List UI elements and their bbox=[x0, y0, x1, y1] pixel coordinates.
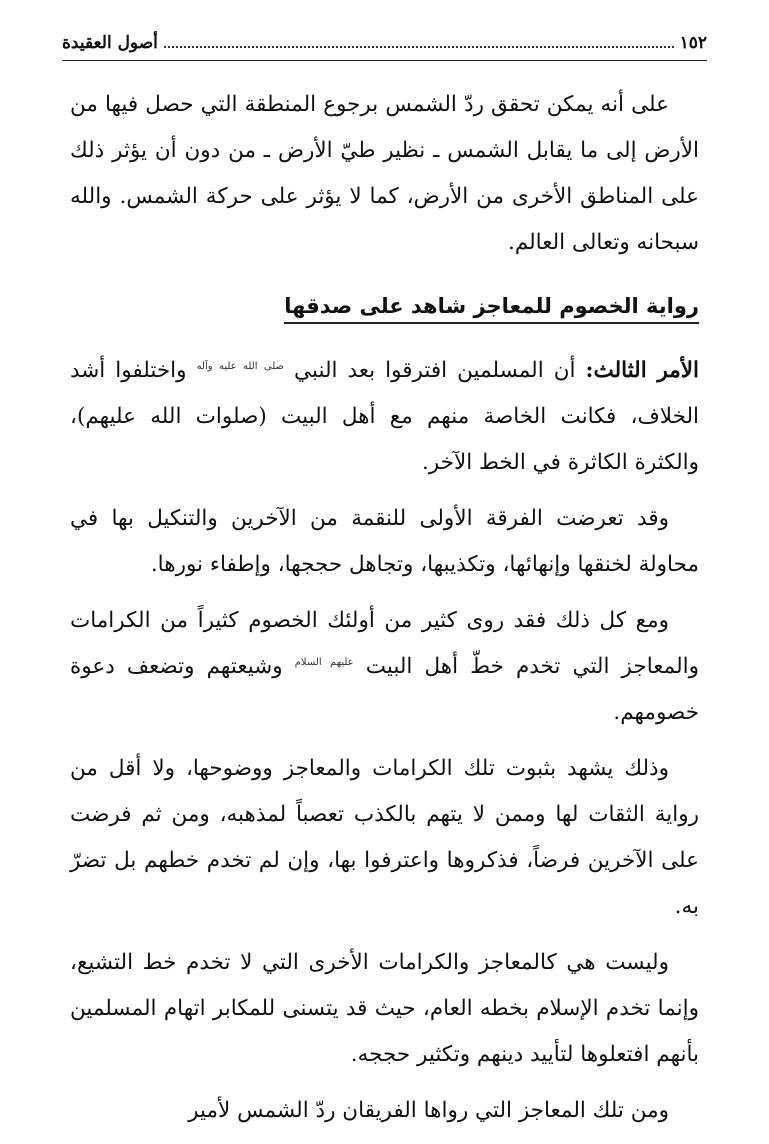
page-body bbox=[70, 82, 699, 1144]
third-matter-text-before: أن المسلمين افترقوا بعد النبي bbox=[294, 358, 576, 383]
book-title: أصول العقيدة bbox=[62, 33, 158, 53]
miracles-text-before: ومع كل ذلك فقد روى كثير من أولئك الخصوم كثيراً من الكرامات والمعاجز التي تخدم خطّ أهل البيت bbox=[70, 608, 699, 679]
paragraph-other-miracles: وليست هي كالمعاجز والكرامات الأخرى التي لا تخدم خط التشيع، وإنما تخدم الإسلام بخطه العام، حيث قد يتسنى للمكابر اتهام المسلمين بأنهم افتعلوها لتأييد دينهم وتكثير حججه. bbox=[70, 950, 699, 1067]
header-dot-leader bbox=[164, 46, 674, 48]
paragraph-sun-return-intro: ومن تلك المعاجز التي رواها الفريقان ردّ الشمس لأمير bbox=[188, 1098, 669, 1123]
paragraph-sun-return-conclusion: على أنه يمكن تحقق ردّ الشمس برجوع المنطقة التي حصل فيها من الأرض إلى ما يقابل الشمس ـ نظير طيّ الأرض ـ من دون أن يؤثر ذلك على المناطق الأخرى من الأرض، كما لا يؤثر على حركة الشمس. والله سبحانه وتعالى العالم. bbox=[70, 92, 699, 255]
paragraph-third-matter bbox=[70, 348, 699, 486]
running-header bbox=[62, 30, 707, 56]
honorific-glyph: عليهم السلام bbox=[294, 656, 354, 668]
honorific-glyph: صلى الله عليه وآله bbox=[196, 360, 284, 372]
third-matter-text-after: واختلفوا أشد الخلاف، فكانت الخاصة منهم مع أهل البيت (صلوات الله عليهم)، والكثرة الكاثرة في الخط الآخر. bbox=[70, 358, 699, 475]
miracles-text-after: وشيعتهم وتضعف دعوة خصومهم. bbox=[70, 654, 699, 725]
paragraph-proof-of-authenticity: وذلك يشهد بثبوت تلك الكرامات والمعاجز ووضوحها، ولا أقل من رواية الثقات لها وممن لا يتهم بالكذب تعصباً لمذهبه، ومن ثم فرضت على الآخرين فرضاً، فذكروها واعترفوا بها، وإن لم تخدم خطهم بل تضرّ به. bbox=[70, 756, 699, 919]
third-matter-label: الأمر الثالث: bbox=[585, 358, 700, 383]
paragraph-persecution: وقد تعرضت الفرقة الأولى للنقمة من الآخرين والتنكيل بها في محاولة لخنقها وإنهائها، وتكذيبها، وتجاهل حججها، وإطفاء نورها. bbox=[70, 506, 699, 577]
section-heading bbox=[70, 286, 699, 326]
header-rule bbox=[62, 60, 707, 61]
paragraph-miracles-narrated bbox=[70, 598, 699, 736]
section-heading-text: رواية الخصوم للمعاجز شاهد على صدقها bbox=[284, 294, 699, 324]
page-number: ١٥٢ bbox=[679, 33, 707, 53]
